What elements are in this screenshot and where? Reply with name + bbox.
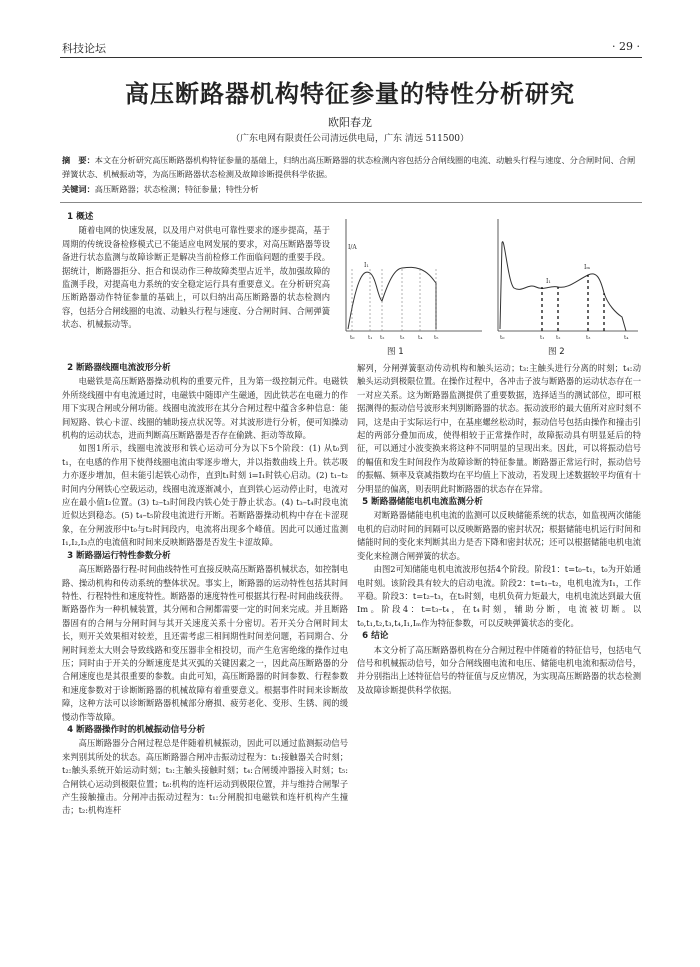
section-5-para-1: 对断路器储能电机电流的监测可以反映储能系统的状态，如监视两次储能电机的启动时间的间隔可以反映断路器的密封状况；根据储能电机运行时间和储能时间的变化来判断其出力是否下降和密封状况；还可以根据储能电机电流变化来检测合闸弹簧的状态。 <box>357 510 641 561</box>
abstract-text: 本文在分析研究高压断路器机构特征参量的基础上，归纳出高压断路器的状态检测内容包括分合闸线圈的电流、动触头行程与速度、分合闸时间、合闸弹簧状态、机械振动等，为高压断路器状态检测及故障诊断提供科学依据。 <box>62 155 636 179</box>
intro-block <box>62 211 330 332</box>
section-6-title: 6 结论 <box>362 631 389 642</box>
keywords-label: 关键词： <box>62 184 95 194</box>
figure-2-caption: 图 2 <box>548 347 565 357</box>
section-1-title: 1 概述 <box>67 212 94 222</box>
section-3-title: 3 断路器运行特性参数分析 <box>67 550 171 561</box>
paper-title: 高压断路器机构特征参量的特性分析研究 <box>125 79 575 108</box>
section-5-para-2: 由图2可知储能电机电流波形包括4个阶段。阶段1：t=t₀–t₁，t₀为开始通电时刻。该阶段具有较大的启动电流。阶段2：t=t₁–t₂，电机电流为I₁，工作平稳。阶段3：t=t₂–t₃，在t₃时刻，电机负荷力矩最大，电机电流达到最大值Im。阶段4：t=t₃–t₄，在t₄时刻，辅助分断，电流被切断。以t₀,t₁,t₂,t₃,t₄,I₁,Iₘ作为特征参数，可以反映弹簧状态的变化。 <box>357 564 641 628</box>
section-6-para-1: 本文分析了高压断路器机构在分合闸过程中伴随着的特征信号，包括电气信号和机械振动信号，如分合闸线圈电流和电压、储能电机电流和振动信号，并分别指出上述特征信号的特征值与反应情况，为实现高压断路器的状态检测及故障诊断提供科学依据。 <box>357 644 641 695</box>
fig1-tick: t₁ <box>368 335 373 341</box>
left-column <box>62 362 348 818</box>
section-5-title: 5 断路器储能电机电流监测分析 <box>362 497 483 508</box>
author: 欧阳春龙 <box>328 116 372 129</box>
section-rule <box>60 202 642 203</box>
fig1-tick: t₃ <box>400 335 405 341</box>
fig1-tick: t₄ <box>418 335 423 341</box>
fig1-ylabel: I/A <box>348 244 357 251</box>
section-2-title: 2 断路器线圈电流波形分析 <box>67 363 171 373</box>
fig1-tick: t₀ <box>350 335 355 341</box>
fig2-tick: t₂ <box>556 335 561 341</box>
fig2-tick: t₃ <box>586 335 591 341</box>
journal-name: 科技论坛 <box>62 42 106 55</box>
keywords-text: 高压断路器；状态检测；特征参量；特性分析 <box>94 184 259 194</box>
figure-1 <box>336 213 486 343</box>
abstract <box>62 153 640 181</box>
fig2-tick: t₁ <box>540 335 545 341</box>
fig2-tick: t₄ <box>624 335 629 341</box>
abstract-label: 摘 要： <box>62 155 95 165</box>
figure-2 <box>492 213 642 343</box>
affiliation: （广东电网有限责任公司清远供电局，广东 清远 511500） <box>230 134 470 144</box>
figure-1-caption: 图 1 <box>387 347 404 357</box>
fig1-tick: t₂ <box>380 335 385 341</box>
section-1-text: 随着电网的快速发展，以及用户对供电可靠性要求的逐步提高，基于周期的传统设备检修模式已不能适应电网发展的要求，对高压断路器等设备进行状态监测与故障诊断正是解决当前检修工作面临问题的重要手段。据统计，断路器拒分、拒合和误动作三种故障类型占近半，故加强故障的监测手段，对提高电力系统的安全稳定运行具有重要意义。在分析研究高压断路器动作特征参量的基础上，可以归纳出高压断路器的状态检测内容，包括分合闸线圈的电流、动触头行程与速度、分合闸时间、合闸弹簧状态、机械振动等。 <box>62 225 330 330</box>
fig2-label-im: Iₘ <box>584 264 591 271</box>
fig1-peak-label: I₁ <box>364 262 369 269</box>
section-4-para-1: 高压断路器分合闸过程总是伴随着机械振动，因此可以通过监测振动信号来判别其所处的状态。高压断路器合闸冲击振动过程为：t₁:接触器关合时刻；t₂:触头系统开始运动时刻；t₃:主触头接触时刻；t₄:合闸缓冲器接入时刻；t₅:合闸铁心运动到极限位置；t₆:机构的连杆运动到极限位置，并与维持合闸掣子产生接触撞击。分闸冲击振动过程为：t₁:分闸脱扣电磁铁和连杆机构产生撞击；t₂:机构连杆 <box>62 738 348 816</box>
section-4-para-2: 解列，分闸弹簧驱动传动机构和触头运动；t₃:主触头进行分离的时刻；t₄:动触头运动到极限位置。在操作过程中，各冲击子波与断路器的运动状态存在一一对应关系。这为断路器监测提供了重要数据，选择适当的测试部位，即可根据测得的振动信号波形来判别断路器的状态。振动波形的最大值所对应时刻不同，这是由于实际运行中，在基座螺丝松动时，振动信号包括由操作和撞击引起的两部分叠加而成，使得相较于正常操作时，故障振动具有明显延后的特征，可以通过小波变换来将这种不同明显的呈现出来。因此，可以将振动信号的幅值和发生时间段作为故障诊断的特征参量。断路器正常运行时，振动信号的振幅、频率及衰减指数均在平均值上下波动，若发现上述数据较平均值有十分明显的偏离，则表明此时断路器的状态存在异常。 <box>357 363 641 494</box>
fig2-current-curve <box>500 242 626 331</box>
section-2-para-2: 如图1所示，线圈电流波形和铁心运动可分为以下5个阶段：(1) 从t₀到t₁，在电感的作用下使得线圈电流由零逐步增大，并以指数曲线上升。铁芯吸力亦逐步增加，但未能引起铁心动作，直到t₁时刻 i=I₁时铁心启动。(2) t₁–t₂时间内分闸铁心空载运动，线圈电流逐渐减小，直到铁心运动停止时，电流对应在最小值I₂位置。(3) t₂–t₃时间段内铁心处于静止状态。(4) t₃–t₄时段电流近似达到稳态。(5) t₄–t₅阶段电流进行开断。若断路器操动机构中存在卡涩现象，在分闸波形中t₀与t₂时间段内，电流将出现多个峰值。因此可以通过监测I₁,I₂,I₃点的电流值和时间来反映断路器是否发生卡涩故障。 <box>62 443 348 548</box>
section-2-para-1: 电磁铁是高压断路器操动机构的重要元件，且为第一级控制元件。电磁铁外所绕线圈中有电流通过时，电磁铁中随即产生磁通，因此铁芯在电磁力的作用下实现合闸或分闸功能。线圈电流波形在其分合闸过程中蕴含多种信息：能间短路、铁心卡涩、线圈的辅助接点状况等。对其波形进行分析，便可知操动机构的运动状态，进而判断高压断路器是否存在偷跳、拒动等故障。 <box>62 376 348 441</box>
header-rule <box>60 57 642 58</box>
section-3-para-1: 高压断路器行程-时间曲线特性可直接反映高压断路器机械状态，如控制电路、操动机构和传动系统的整体状况。事实上，断路器的运动特性包括其时间特性、行程特性和速度特性。断路器的速度特性可根据其行程-时间曲线获得。断路器作为一种机械装置，其分闸和合闸都需要一定的时间来完成。并且断路器固有的合闸与分闸时间与其开关速度关系十分密切。若开关分合闸时间太长，则开关效果相对较差，且还需考虑三相间期性时间差问题，若同期合、分闸时间差太大则会导致线路和变压器非全相投切，而产生危害绝缘的操作过电压；同时由于开关的分断速度是其灭弧的关键因素之一，因此高压断路器的分合闸速度也是其很重要的参数。由此可知，高压断路器的时间参数、行程参数和速度参数对于诊断断路器的机械故障有着重要意义。根据事件时间来诊断故障，这种方法可以诊断断路器机械部分磨损、疲劳老化、变形、生锈、阀的缓慢动作等故障。 <box>62 564 348 722</box>
right-column <box>357 362 641 697</box>
fig1-tick: t₅ <box>434 335 439 341</box>
section-4-title: 4 断路器操作时的机械振动信号分析 <box>67 724 206 735</box>
fig2-tick: t₀ <box>500 335 505 341</box>
fig1-current-curve <box>348 267 436 329</box>
page-number: · 29 · <box>612 40 640 53</box>
keywords <box>62 182 640 196</box>
fig2-label-i1: I₁ <box>546 278 551 285</box>
